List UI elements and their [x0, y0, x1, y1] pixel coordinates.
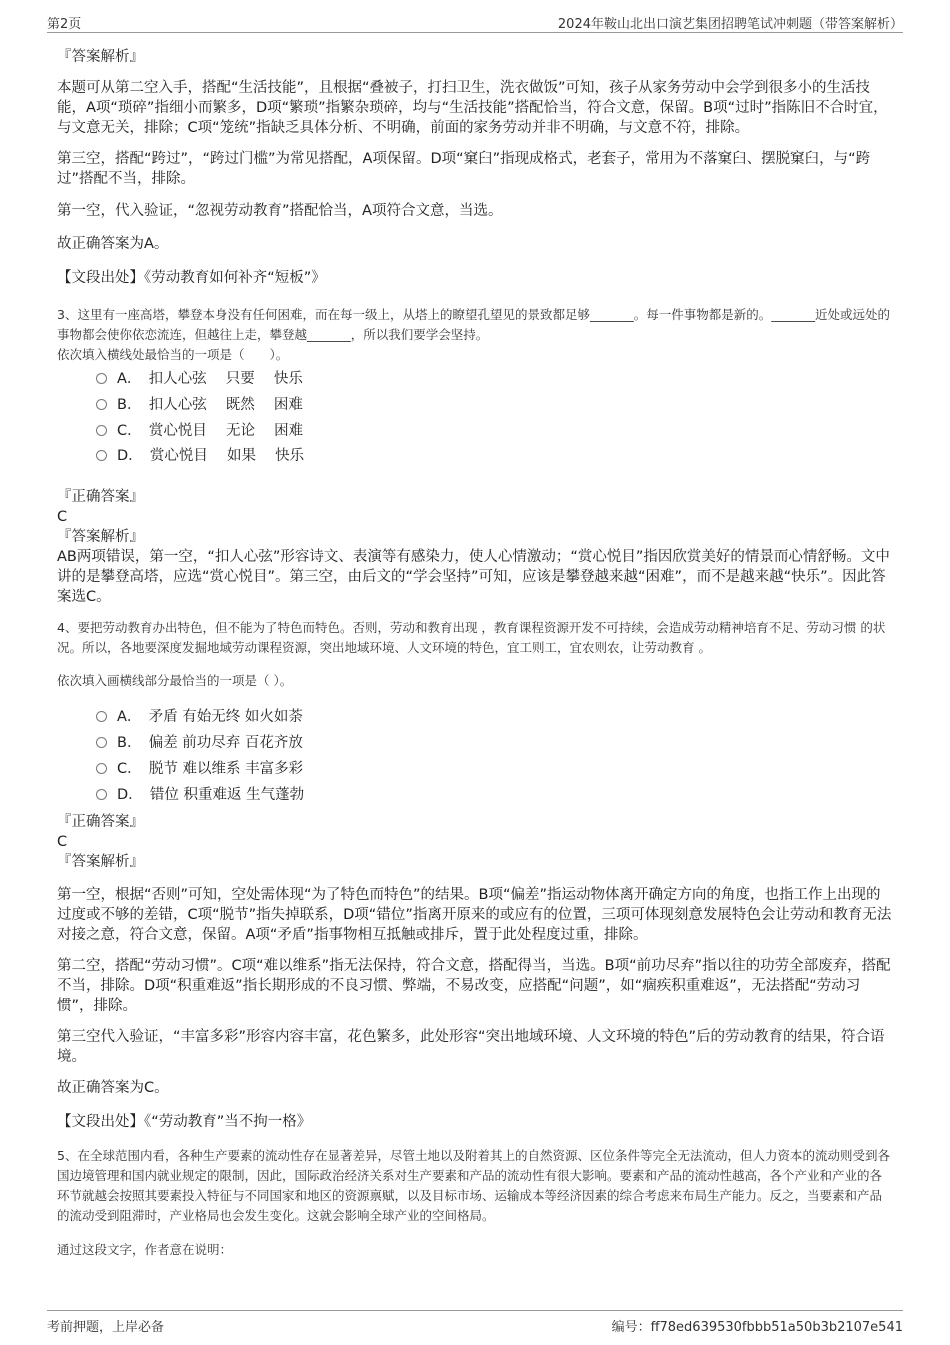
q4-option-a[interactable]: A． 矛盾 有始无终 如火如荼 [96, 707, 303, 727]
q2-analysis-paragraph-1: 本题可从第二空入手，搭配“生活技能”，且根据“叠被子，打扫卫生，洗衣做饭”可知，孩子从家务劳动中会学到很多小的生活技能，A项“琐碎”指细小而繁多，D项“繁琐”指繁杂琐碎，均与“生活技能”搭配恰当，符合文意，保留。B项“过时”指陈旧不合时宜，与文意无关，排除；C项“笼统”指缺乏具体分析、不明确，前面的家务劳动并非不明确，与文意不符，排除。 [57, 80, 888, 136]
radio-icon[interactable] [96, 373, 107, 384]
q4-stem: 4、要把劳动教育办出特色，但不能为了特色而特色。否则，劳动和教育出现 ，教育课程资源开发不可持续，会造成劳动精神培育不足、劳动习惯 的状况。所以，各地要深度发掘地域劳动课程资源，突出地域环境、人文环境的特色，宜工则工，宜农则农，让劳动教育 。 [57, 620, 886, 655]
q3-option-b[interactable]: B． 扣人心弦 既然 困难 [96, 395, 303, 415]
q5-stem: 5、在全球范围内看，各种生产要素的流动性存在显著差异，尽管土地以及附着其上的自然资源、区位条件等完全无法流动，但人力资本的流动则受到各国边境管理和国内就业规定的限制，因此，国际政治经济关系对生产要素和产品的流动性有很大影响。要素和产品的流动性越高，各个产业和产业的各环节就越会按照其要素投入特征与不同国家和地区的资源禀赋，以及目标市场、运输成本等经济因素的综合考虑来布局生产能力。反之，当要素和产品的流动受到阻滞时，产业格局也会发生变化。这就会影响全球产业的空间格局。 [57, 1148, 890, 1223]
radio-icon[interactable] [96, 711, 107, 722]
page-footer [47, 1310, 903, 1335]
document-title: 2024年鞍山北出口演艺集团招聘笔试冲刺题（带答案解析） [557, 17, 903, 32]
q2-analysis-label: 『答案解析』 [57, 49, 144, 65]
q4-analysis-paragraph-3: 第三空代入验证，“丰富多彩”形容内容丰富，花色繁多，此处形容“突出地域环境、人文环境的特色”后的劳动教育的结果，符合语境。 [57, 1029, 885, 1065]
q3-answer: C [57, 509, 68, 525]
footer-slogan: 考前押题，上岸必备 [47, 1320, 165, 1335]
radio-icon[interactable] [96, 399, 107, 410]
q4-source: 【文段出处】《“劳动教育”当不拘一格》 [57, 1114, 312, 1130]
radio-icon[interactable] [96, 789, 107, 800]
q3-option-c[interactable]: C． 赏心悦目 无论 困难 [96, 421, 303, 441]
q2-source: 【文段出处】《劳动教育如何补齐“短板”》 [57, 270, 326, 286]
q4-prompt: 依次填入画横线部分最恰当的一项是（ ）。 [57, 673, 293, 688]
radio-icon[interactable] [96, 425, 107, 436]
q4-analysis-label: 『答案解析』 [57, 854, 144, 870]
q4-analysis-paragraph-1: 第一空，根据“否则”可知，空处需体现“为了特色而特色”的结果。B项“偏差”指运动物体离开确定方向的角度，也指工作上出现的过度或不够的差错，C项“脱节”指失掉联系，D项“错位”指离开原来的或应有的位置，三项可体现刻意发展特色会让劳动和教育无法对接之意，符合文意，保留。A项“矛盾”指事物相互抵触或排斥，置于此处程度过重，排除。 [57, 887, 892, 943]
radio-icon[interactable] [96, 763, 107, 774]
q3-answer-label: 『正确答案』 [57, 489, 144, 505]
q3-analysis-label: 『答案解析』 [57, 529, 144, 545]
q4-answer: C [57, 834, 68, 850]
q4-analysis-paragraph-2: 第二空，搭配“劳动习惯”。C项“难以维系”指无法保持，符合文意，搭配得当，当选。B项“前功尽弃”指以往的功劳全部废弃，搭配不当，排除。D项“积重难返”指长期形成的不良习惯、弊端，不易改变，应搭配“问题”，如“痼疾积重难返”，无法搭配“劳动习惯”，排除。 [57, 958, 891, 1014]
radio-icon[interactable] [96, 450, 107, 461]
page-number: 第2页 [47, 17, 82, 32]
document-id: 编号：ff78ed639530fbbb51a50b3b2107e541 [611, 1320, 903, 1335]
q3-analysis: AB两项错误，第一空，“扣人心弦”形容诗文、表演等有感染力，使人心情激动；“赏心悦目”指因欣赏美好的情景而心情舒畅。文中讲的是攀登高塔，应选“赏心悦目”。第三空，由后文的“学会坚持”可知，应该是攀登越来越“困难”，而不是越来越“快乐”。因此答案选C。 [57, 549, 890, 605]
radio-icon[interactable] [96, 737, 107, 748]
q3-stem: 3、这里有一座高塔，攀登本身没有任何困难，而在每一级上，从塔上的瞭望孔望见的景致都足够_______。每一件事物都是新的。_______近处或远处的事物都会使你依恋流连，但越往上走，攀登越_______，所以我们要学会坚持。 [57, 307, 890, 342]
q5-prompt: 通过这段文字，作者意在说明： [57, 1242, 233, 1257]
q3-option-d[interactable]: D． 赏心悦目 如果 快乐 [96, 446, 304, 466]
q2-analysis-paragraph-2: 第三空，搭配“跨过”，“跨过门槛”为常见搭配，A项保留。D项“窠臼”指现成格式，老套子，常用为不落窠臼、摆脱窠臼，与“跨过”搭配不当，排除。 [57, 151, 871, 187]
q4-option-c[interactable]: C． 脱节 难以维系 丰富多彩 [96, 759, 303, 779]
q2-analysis-paragraph-4: 故正确答案为A。 [57, 236, 169, 252]
q3-prompt: 依次填入横线处最恰当的一项是（ ）。 [57, 347, 289, 362]
q4-analysis-paragraph-4: 故正确答案为C。 [57, 1080, 169, 1096]
q4-answer-label: 『正确答案』 [57, 814, 144, 830]
q2-analysis-paragraph-3: 第一空，代入验证，“忽视劳动教育”搭配恰当，A项符合文意，当选。 [57, 203, 503, 219]
page-header [47, 10, 903, 33]
q3-option-a[interactable]: A． 扣人心弦 只要 快乐 [96, 369, 303, 389]
q4-option-d[interactable]: D． 错位 积重难返 生气蓬勃 [96, 785, 304, 805]
q4-option-b[interactable]: B． 偏差 前功尽弃 百花齐放 [96, 733, 303, 753]
